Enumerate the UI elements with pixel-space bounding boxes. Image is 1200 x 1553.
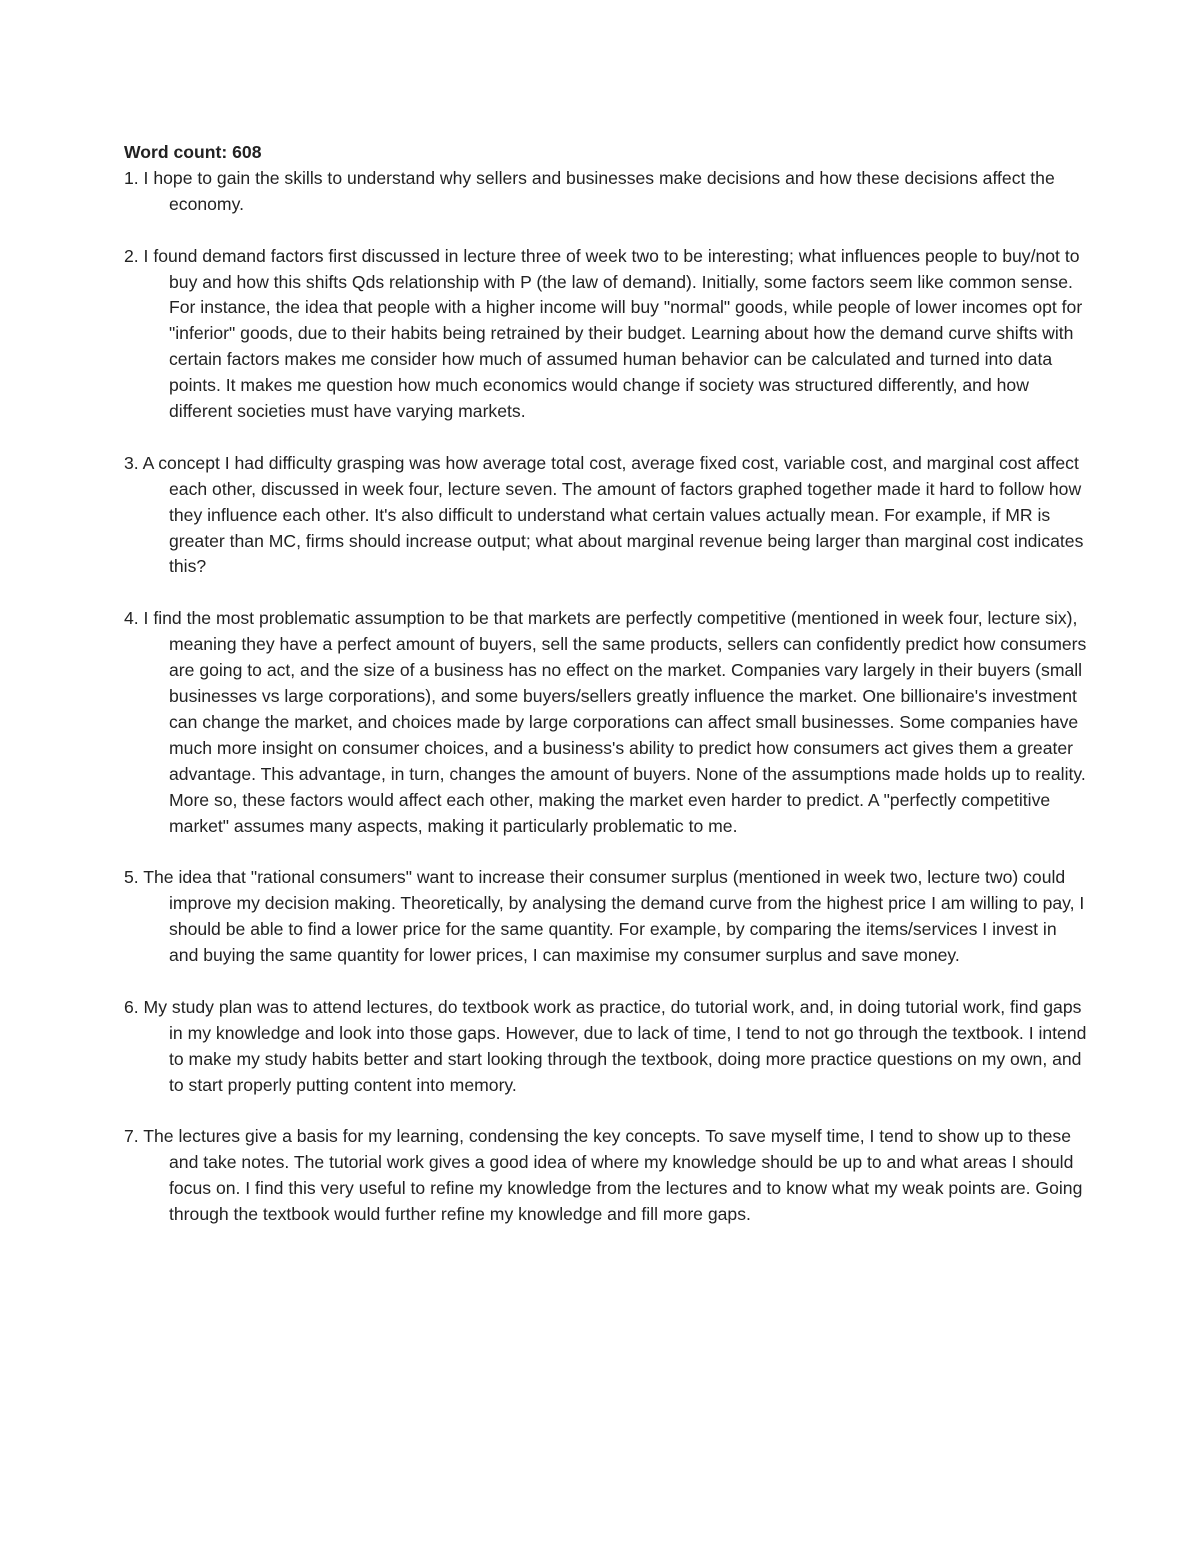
answer-6: 6. My study plan was to attend lectures, do textbook work as practice, do tutorial work, and, in doing tutorial work, find gaps in my knowledge and look into those gaps. However, due to lack of time, I tend to not go through the textbook. I intend to make my study habits better and start looking through the textbook, doing more practice questions on my own, and to start properly putting content into memory. [124,996,1087,1095]
document-page [124,140,1090,1254]
answer-5: 5. The idea that "rational consumers" want to increase their consumer surplus (mentioned in week two, lecture two) could improve my decision making. Theoretically, by analysing the demand curve from the highest price I am willing to pay, I should be able to find a lower price for the same quantity. For example, by comparing the items/services I invest in and buying the same quantity for lower prices, I can maximise my consumer surplus and save money. [124,867,1085,966]
word-count-title: Word count: 608 [124,142,262,162]
answer-7: 7. The lectures give a basis for my learning, condensing the key concepts. To save myself time, I tend to show up to these and take notes. The tutorial work gives a good idea of where my knowledge should be up to and what areas I should focus on. I find this very useful to refine my knowledge from the lectures and to know what my weak points are. Going through the textbook would further refine my knowledge and fill more gaps. [124,1126,1083,1225]
answer-3: 3. A concept I had difficulty grasping was how average total cost, average fixed cost, variable cost, and marginal cost affect each other, discussed in week four, lecture seven. The amount of factors graphed together made it hard to follow how they influence each other. It's also difficult to understand what certain values actually mean. For example, if MR is greater than MC, firms should increase output; what about marginal revenue being larger than marginal cost indicates this? [124,452,1084,577]
answer-4: 4. I find the most problematic assumption to be that markets are perfectly competitive (mentioned in week four, lecture six), meaning they have a perfect amount of buyers, sell the same products, sellers can confidently predict how consumers are going to act, and the size of a business has no effect on the market. Companies vary largely in their buyers (small businesses vs large corporations), and some buyers/sellers greatly influence the market. One billionaire's investment can change the market, and choices made by large corporations can affect small businesses. Some companies have much more insight on consumer choices, and a business's ability to predict how consumers act gives them a greater advantage. This advantage, in turn, changes the amount of buyers. None of the assumptions made holds up to reality. More so, these factors would affect each other, making the market even harder to predict. A "perfectly competitive market" assumes many aspects, making it particularly problematic to me. [124,608,1087,836]
answer-2: 2. I found demand factors first discussed in lecture three of week two to be interesting; what influences people to buy/not to buy and how this shifts Qds relationship with P (the law of demand). Initially, some factors seem like common sense. For instance, the idea that people with a higher income will buy "normal" goods, while people of lower incomes opt for "inferior" goods, due to their habits being retrained by their budget. Learning about how the demand curve shifts with certain factors makes me consider how much of assumed human behavior can be calculated and turned into data points. It makes me question how much economics would change if society was structured differently, and how different societies must have varying markets. [124,245,1083,422]
answer-1: 1. I hope to gain the skills to understand why sellers and businesses make decisions and how these decisions affect the economy. [124,167,1055,214]
